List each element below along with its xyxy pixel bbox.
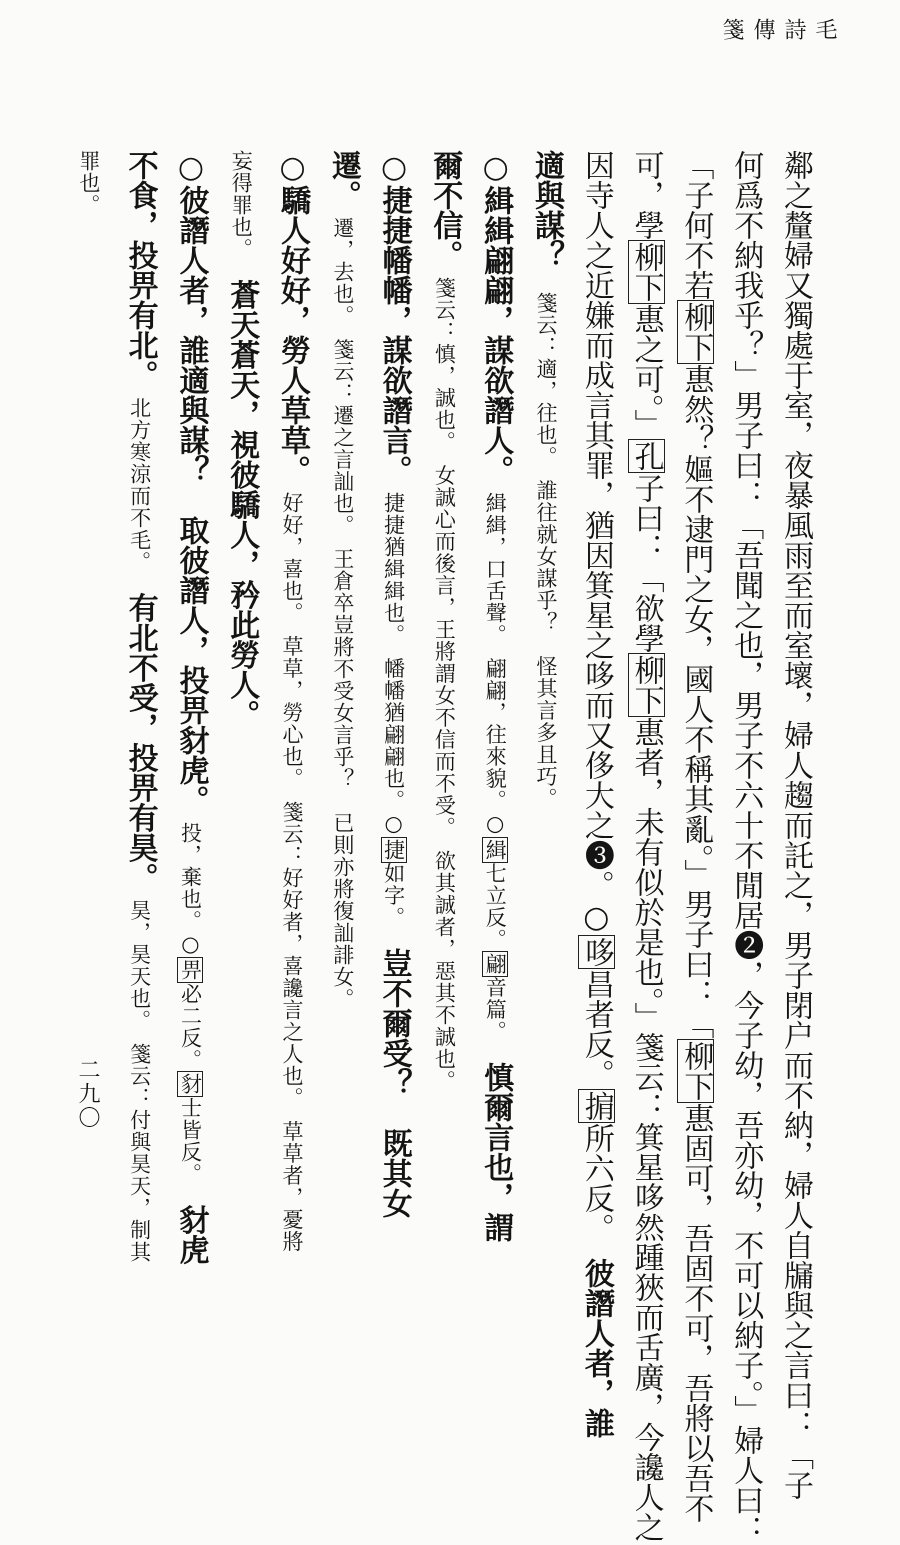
- commentary-text: 音篇。: [483, 976, 508, 1032]
- boxed-name: 柳下: [628, 242, 664, 302]
- commentary-text: 箋云：適，往也。 誰往就女謀乎？ 怪其言多且巧。: [534, 270, 559, 810]
- text-column-3: [671, 150, 721, 1523]
- text-column-2: [720, 150, 770, 1545]
- boxed-name: 哆: [578, 937, 614, 967]
- commentary-text: 七立反。: [483, 862, 508, 951]
- boxed-character: 緝: [483, 838, 508, 861]
- text-column-12: [215, 150, 266, 1320]
- body-text: 惠固可，吾固不可，吾將以吾不: [678, 1103, 714, 1523]
- body-text: 「子何不若: [678, 150, 714, 300]
- commentary-text: 緝緝，口舌聲。 翩翩，往來貌。○: [483, 470, 508, 837]
- poem-text: 遷。: [325, 150, 361, 195]
- text-column-15: [63, 150, 114, 1320]
- body-text: 鄰之釐婦又獨處于室，夜暴風雨至而室壞，婦人趨而託之，男子閉户而不納，婦人自牖與之言曰：「子: [778, 150, 813, 1500]
- poem-text: 爾不信。: [427, 150, 463, 255]
- poem-text: ○捷捷幡幡，謀欲譖言。: [376, 150, 412, 470]
- body-text: 惠者，未有似於是也。」箋云：箕星哆然踵狹而舌廣，今讒人之: [628, 717, 664, 1542]
- book-title: 毛詩傳箋: [719, 18, 837, 42]
- boxed-name: 掮: [578, 1091, 614, 1121]
- poem-text: 有北不受，投畀有昊。: [122, 562, 158, 878]
- commentary-text: 如字。: [381, 862, 406, 918]
- commentary-text: 妄得罪也。: [229, 150, 254, 250]
- body-text: 惠之可。」: [628, 304, 664, 439]
- commentary-text: 投，棄也。○: [178, 800, 203, 957]
- poem-text: 慎爾言也，謂: [478, 1032, 514, 1242]
- poem-text: 彼譖人者，誰: [578, 1228, 614, 1438]
- body-text: 昌者反。: [578, 969, 614, 1089]
- poem-text: 適與謀？: [529, 150, 565, 270]
- boxed-name: 柳下: [678, 302, 714, 362]
- boxed-name: 孔: [628, 441, 664, 471]
- poem-text: ○驕人好好，勞人草草。: [275, 150, 311, 470]
- boxed-name: 柳下: [678, 1041, 714, 1101]
- commentary-text: 罪也。: [76, 150, 101, 216]
- body-text: 子曰：「欲學: [628, 473, 664, 653]
- page-number: 二九〇: [75, 1058, 100, 1130]
- body-text: 因寺人之近嫌而成言其罪，猶因箕星之哆而又侈大之❸。○: [578, 150, 614, 935]
- commentary-text: 好好，喜也。 草草，勞心也。 箋云：好好者，喜讒言之人也。 草草者，憂將: [280, 470, 305, 1253]
- poem-text: ○緝緝翩翩，謀欲譖人。: [478, 150, 514, 470]
- poem-text: 蒼天蒼天，視彼驕人，矜此勞人。: [224, 249, 260, 730]
- body-text: 所六反。: [578, 1123, 614, 1228]
- text-column-6: [520, 150, 571, 1320]
- body-text: 惠然？: [678, 364, 714, 454]
- body-text: 何爲不納我乎？」男子曰：「吾聞之也，男子不六十不閒居❷，今子幼，吾亦幼，不可以納子。」婦人曰：: [728, 150, 764, 1545]
- boxed-name: 柳下: [628, 655, 664, 715]
- body-text: 可，學: [628, 150, 664, 240]
- text-column-11: [266, 150, 317, 1320]
- commentary-text: 遷，去也。 箋云：遷之言訕也。 王倉卒豈將不受女言乎？ 已則亦將復訕誹女。: [330, 195, 355, 1010]
- boxed-character: 畀: [178, 959, 203, 981]
- text-column-9: [368, 150, 419, 1320]
- poem-text: 豈不爾受？ 既其女: [376, 918, 412, 1218]
- poem-text: 豺虎: [173, 1174, 209, 1265]
- text-column-8: [419, 150, 470, 1320]
- commentary-text: 必二反。: [178, 983, 203, 1071]
- commentary-text: 捷捷猶緝緝也。 幡幡猶翩翩也。○: [381, 470, 406, 837]
- text-column-5: [571, 150, 621, 1438]
- text-column-7: [469, 150, 520, 1320]
- text-column-1: [770, 150, 820, 1500]
- commentary-text: 士皆反。: [178, 1097, 203, 1175]
- boxed-character: 翩: [483, 952, 508, 975]
- text-column-14: [114, 150, 165, 1320]
- commentary-text: 北方寒涼而不毛。: [127, 375, 152, 563]
- poem-text: 不食，投畀有北。: [122, 150, 158, 375]
- body-text: 嫗不逮門之女，國人不稱其亂。」男子曰：「: [678, 454, 714, 1039]
- commentary-text: 昊，昊天也。 箋云：付與昊天，制其: [127, 877, 152, 1263]
- text-column-10: [317, 150, 368, 1320]
- poem-text: ○彼譖人者，誰適與謀？ 取彼譖人，投畀豺虎。: [173, 150, 209, 800]
- commentary-text: 箋云：慎，誠也。 女誠心而後言，王將謂女不信而不受。 欲其誠者，惡其不誠也。: [432, 255, 457, 1092]
- text-column-13: [165, 150, 216, 1320]
- text-column-4: [621, 150, 671, 1542]
- boxed-character: 捷: [381, 838, 406, 861]
- boxed-character: 豺: [178, 1073, 203, 1095]
